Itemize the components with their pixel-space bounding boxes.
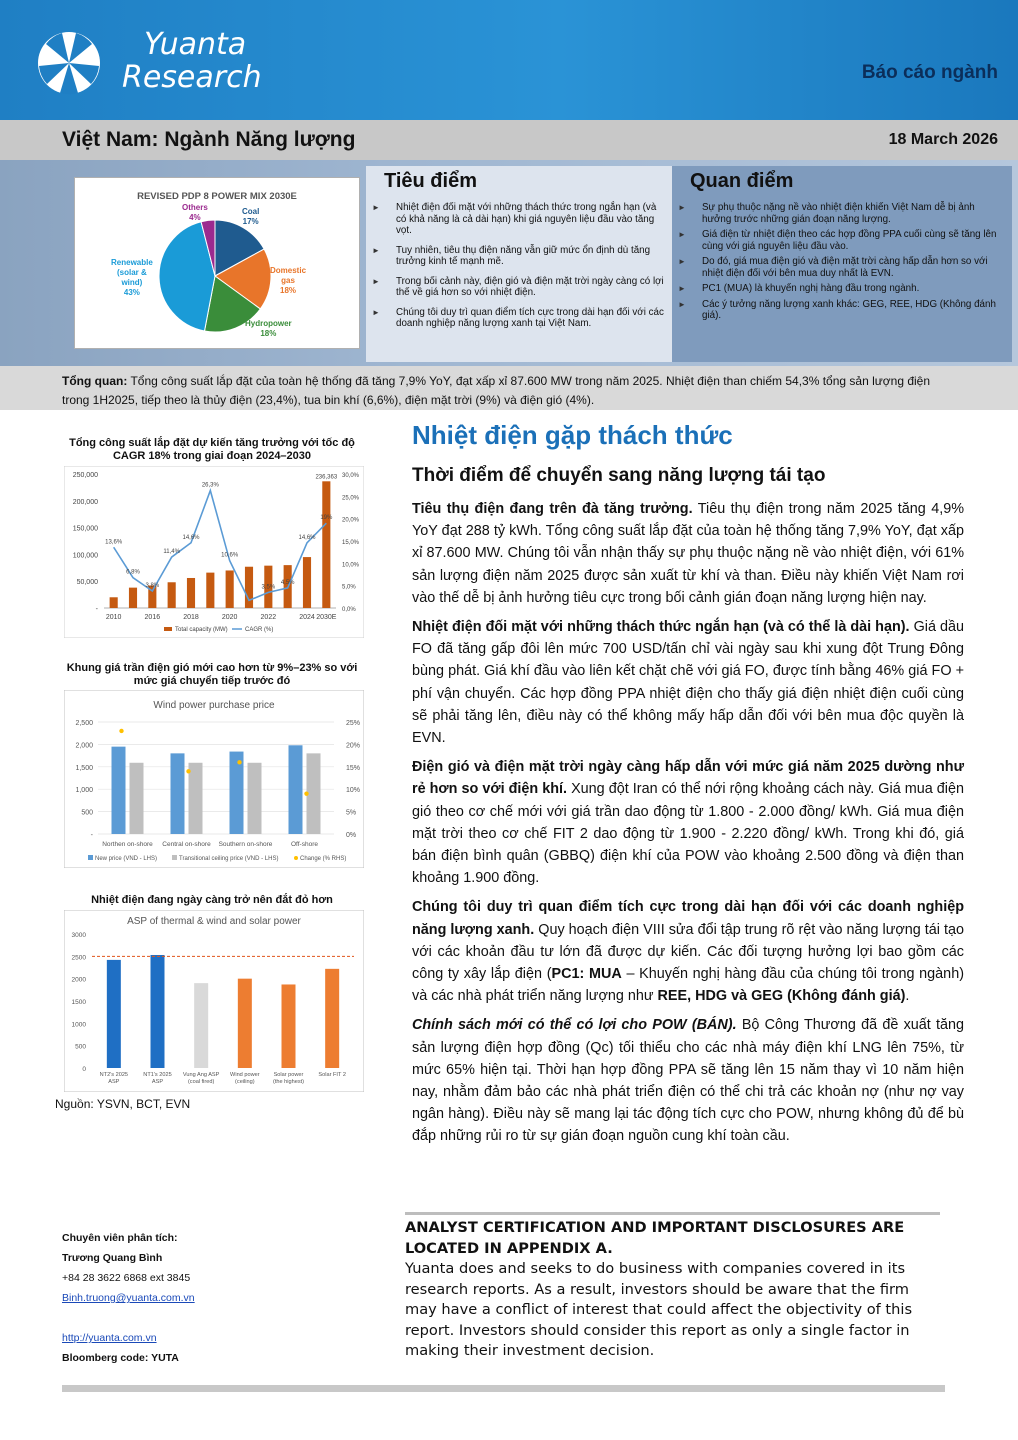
- asp-bar: [282, 984, 296, 1068]
- focus-item: ► Trong bối cảnh này, điện gió và điện mặt trời ngày càng có lợi thế về giá hơn so với nhiệt điện.: [372, 276, 666, 299]
- paragraph-3-text: Xung đột Iran có thể nới rộng khoảng cách này. Giá mua điện gió theo cơ chế mới với giá trần dao động từ 1.800 - 2.000 đồng/ kWh. Giá mua điện mặt trời theo cơ chế FIT 2 dao động từ 1.900 - 2.220 đồng/ kWh. Trong khi đó, giá bán điện bình quân (GBBQ) điện khí của POW vào khoảng 2.500 đồng và điện than khoảng 1.900 đồng.: [412, 781, 964, 887]
- paragraph-4-pc1: PC1: MUA: [551, 966, 622, 983]
- legend-label-cagr: CAGR (%): [245, 627, 274, 633]
- footer-divider: [62, 1385, 945, 1392]
- pie-label-renewable-name-3: wind): [121, 278, 143, 287]
- new-price-bar: [171, 753, 185, 834]
- overview-summary: [0, 366, 1018, 410]
- paragraph-4-end: .: [905, 988, 910, 1005]
- pie-label-hydro-pct: 18%: [260, 329, 277, 338]
- x-tick-label: NT1's 2025: [143, 1072, 172, 1078]
- y-tick-label: 0: [82, 1066, 86, 1073]
- legend-swatch-transitional: [172, 855, 177, 860]
- overview-text: Tổng công suất lắp đặt của toàn hệ thống đã tăng 7,9% YoY, đạt xấp xỉ 87.600 MW trong năm 2025. Nhiệt điện than chiếm 54,3% tổng sản lượng điện trong 1H2025, tiếp theo là thủy điện (23,4%), tua bin khí (6,6%), điện mặt trời (9%) và điện gió (4%).: [62, 374, 931, 407]
- yuanta-logo-icon: [36, 30, 102, 96]
- paragraph-5-lead: Chính sách mới có thể có lợi cho POW (BÁN).: [412, 1017, 737, 1034]
- pie-label-renewable-name-2: (solar &: [117, 268, 147, 277]
- cagr-point-label: 13,6%: [105, 539, 123, 546]
- y2-tick-label: 5,0%: [342, 584, 356, 591]
- y-tick-label: 1000: [71, 1021, 86, 1029]
- y2-tick-label: 20%: [346, 742, 361, 750]
- legend-swatch-capacity: [164, 627, 172, 631]
- pie-label-hydro-name: Hydropower: [245, 319, 292, 328]
- pie-label-others-name: Others: [182, 203, 208, 212]
- y-tick-label: -: [90, 832, 93, 839]
- disclosure-divider: [405, 1212, 940, 1215]
- disclosure-body: Yuanta does and seeks to do business with companies covered in its research reports. As a result, investors should be aware that the firm may have a conflict of interest that could affect the objectivity of this report. Investors should consider this report as only a single factor in making their investment decision.: [405, 1260, 913, 1359]
- capacity-bar: [245, 567, 253, 608]
- analyst-contact: [62, 1228, 195, 1368]
- y-tick-label: 1,000: [75, 787, 93, 795]
- x-tick-label: 2024: [299, 614, 315, 621]
- legend-label-transitional: Transitional ceiling price (VND - LHS): [179, 856, 279, 862]
- y2-tick-label: 10%: [346, 787, 361, 795]
- y2-tick-label: 10,0%: [342, 562, 360, 569]
- legend-label-change: Change (% RHS): [300, 856, 347, 862]
- pie-label-gas-name-2: gas: [281, 276, 295, 285]
- x-tick-label: 2010: [105, 614, 122, 621]
- pie-label-renewable-pct: 43%: [123, 288, 140, 297]
- x-tick-label-line2: ASP: [108, 1079, 120, 1085]
- cagr-point-label: 11,4%: [163, 549, 180, 556]
- asp-bar: [238, 979, 252, 1068]
- x-tick-label: Southern on-shore: [218, 841, 273, 848]
- x-tick-label: 2016: [144, 614, 161, 621]
- article-headline: Nhiệt điện gặp thách thức: [412, 420, 733, 450]
- focus-item: ► Nhiệt điện đối mặt với những thách thức trong ngắn hạn (và có khả năng là cả dài hạn) khi giá nguyên liệu đầu vào tăng vọt.: [372, 202, 666, 237]
- transitional-price-bar: [248, 763, 262, 834]
- y2-tick-label: 15%: [346, 764, 361, 772]
- report-title: Việt Nam: Ngành Năng lượng: [62, 128, 356, 151]
- asp-bar: [194, 983, 208, 1068]
- y-tick-label: 2,500: [75, 720, 93, 727]
- view-item: ► Giá điện từ nhiệt điện theo các hợp đồng PPA cuối cùng sẽ tăng lên cùng với giá nguyên liệu đầu vào.: [678, 229, 1004, 252]
- cagr-point-label: 3,5%: [261, 584, 276, 591]
- x-tick-label: Vung Ang ASP: [182, 1072, 220, 1078]
- pie-label-gas-name-1: Domestic: [270, 266, 307, 275]
- y2-tick-label: 0%: [346, 832, 357, 839]
- disclosure-heading-2: LOCATED IN APPENDIX A.: [405, 1239, 613, 1257]
- capacity-bar: [303, 557, 311, 608]
- y-tick-label: 250,000: [72, 472, 98, 479]
- focus-list: [372, 202, 666, 338]
- y-tick-label: 200,000: [72, 498, 98, 506]
- x-tick-label: Solar power: [273, 1072, 304, 1078]
- asp-bar: [151, 955, 165, 1068]
- analyst-email-link[interactable]: Binh.truong@yuanta.com.vn: [62, 1292, 195, 1304]
- change-marker: [119, 729, 123, 733]
- paragraph-4-tickers: REE, HDG và GEG (Không đánh giá): [657, 988, 906, 1005]
- y-tick-label: 100,000: [72, 552, 98, 560]
- x-tick-label: 2020: [221, 614, 238, 621]
- capacity-bar: [168, 582, 176, 608]
- pie-label-coal-pct: 17%: [242, 217, 259, 226]
- capacity-bar: [226, 570, 234, 608]
- y-tick-label: 2,000: [75, 742, 93, 750]
- y2-tick-label: 20,0%: [342, 517, 360, 524]
- paragraph-1-lead: Tiêu thụ điện đang trên đà tăng trưởng.: [412, 501, 693, 517]
- y2-tick-label: 5%: [346, 809, 357, 817]
- chart2-caption: Khung giá trần điện gió mới cao hơn từ 9%–23% so với mức giá chuyển tiếp trước đó: [66, 662, 358, 687]
- paragraph-5: [412, 1014, 964, 1147]
- title-bar: [0, 120, 1018, 160]
- brand-line-1: Yuanta: [144, 27, 247, 62]
- paragraph-2-text: Giá dầu FO đã tăng gấp đôi lên mức 700 USD/tấn chỉ vài ngày sau khi xung đột Trung Đông bùng phát. Giá khí đầu vào liên kết chặt chẽ với giá FO, được tính bằng 46% giá FO + phí vận chuyển. Các hợp đồng PPA nhiệt điện cho thấy giá điện nhiệt điện cuối cùng sẽ phải tăng lên, điều này có thể không mấy hấp dẫn đối với bên mua độc quyền là EVN.: [412, 619, 964, 747]
- focus-heading: Tiêu điểm: [384, 170, 477, 192]
- pie-label-coal-name: Coal: [242, 207, 260, 216]
- y2-tick-label: 25%: [346, 720, 361, 727]
- paragraph-4-lead: Chúng tôi duy trì quan điểm tích cực trong dài hạn đối với các doanh nghiệp năng lượng xanh.: [412, 899, 964, 938]
- brand-line-2: Research: [122, 60, 262, 95]
- article-subheadline: Thời điểm để chuyển sang năng lượng tái tạo: [412, 465, 826, 486]
- disclosure-block: [405, 1218, 945, 1362]
- cagr-point-label: 4,5%: [280, 579, 295, 586]
- cagr-point-label: 10,6%: [221, 552, 239, 559]
- paragraph-1-text: Tiêu thụ điện trong năm 2025 tăng 4,9% YoY đạt 288 tỷ kWh. Tổng công suất lắp đặt của toàn hệ thống tăng 7,9% YoY, đạt xấp xỉ 87.600 MW. Chúng tôi vẫn nhận thấy sự phụ thuộc nặng nề vào nhiệt điện, với 61% sản lượng điện năm 2025 được sản xuất từ khí và than. Điều này khiến Việt Nam rơi vào thế dễ bị ảnh hưởng tiêu cực trong bối cảnh gián đoạn năng lượng hiện nay.: [412, 501, 965, 606]
- capacity-bar: [206, 573, 214, 608]
- focus-panel: [366, 166, 672, 362]
- cagr-point-label: 6,8%: [126, 569, 140, 576]
- view-item: ► Các ý tưởng năng lượng xanh khác: GEG, REE, HDG (Không đánh giá).: [678, 299, 1004, 322]
- analyst-name: Trương Quang Bình: [62, 1252, 163, 1264]
- y-tick-label: 2000: [71, 976, 86, 984]
- chart-title: ASP of thermal & wind and solar power: [127, 916, 301, 927]
- chart1-caption: Tổng công suất lắp đặt dự kiến tăng trưởng với tốc độ CAGR 18% trong giai đoạn 2024–2030: [69, 437, 355, 462]
- transitional-price-bar: [189, 763, 203, 834]
- disclosure-heading-1: ANALYST CERTIFICATION AND IMPORTANT DISCLOSURES ARE: [405, 1219, 905, 1236]
- paragraph-2-lead: Nhiệt điện đối mặt với những thách thức ngắn hạn (và có thể là dài hạn).: [412, 619, 910, 636]
- x-tick-label: Solar FIT 2: [318, 1072, 346, 1078]
- capacity-chart: [64, 466, 364, 638]
- report-header: [0, 0, 1018, 120]
- website-link[interactable]: http://yuanta.com.vn: [62, 1332, 157, 1344]
- pie-label-coal: [242, 207, 259, 227]
- power-mix-pie-chart: [74, 177, 360, 349]
- x-tick-label: Off-shore: [291, 841, 318, 848]
- view-panel: [672, 166, 1012, 362]
- x-tick-label: 2030E: [316, 614, 337, 621]
- analyst-label: Chuyên viên phân tích:: [62, 1232, 178, 1244]
- focus-item: ► Chúng tôi duy trì quan điểm tích cực trong dài hạn đối với các doanh nghiệp năng lượng xanh tại Việt Nam.: [372, 307, 666, 330]
- y-tick-label: 500: [81, 809, 93, 817]
- y2-tick-label: 30,0%: [342, 473, 360, 479]
- x-tick-label: NT2's 2025: [99, 1072, 129, 1078]
- change-marker: [237, 760, 241, 764]
- chart-title: Wind power purchase price: [153, 700, 275, 711]
- x-tick-label-line2: (the highest): [272, 1079, 305, 1085]
- x-tick-label: 2018: [183, 614, 199, 621]
- pie-label-others-pct: 4%: [189, 213, 201, 222]
- legend-label-new: New price (VND - LHS): [95, 856, 158, 862]
- analyst-phone: +84 28 3622 6868 ext 3845: [62, 1272, 191, 1284]
- view-item: ► Sự phụ thuộc nặng nề vào nhiệt điện khiến Việt Nam dễ bị ảnh hưởng trước những gián đoạn năng lượng.: [678, 202, 1004, 225]
- y-tick-label: 1,500: [75, 764, 93, 772]
- paragraph-4-text-a: Quy hoạch điện VIII sửa đổi tập trung rõ rệt vào năng lượng tái tạo với các khoản đầu tư lớn đã được dự kiến. Các đối tượng hưởng lợi bao gồm các công ty xây lắp điện (: [412, 921, 965, 983]
- x-tick-label: 2022: [260, 614, 277, 621]
- wind-price-chart: [64, 690, 364, 868]
- pie-label-gas: [270, 266, 306, 296]
- top-value-label: 236,363: [315, 474, 338, 481]
- view-item: ► PC1 (MUA) là khuyến nghị hàng đầu trong ngành.: [678, 283, 1004, 295]
- change-marker: [304, 791, 308, 795]
- pie-label-renewable: [111, 258, 153, 298]
- y-tick-label: 50,000: [76, 579, 98, 587]
- y-tick-label: -: [95, 606, 98, 613]
- y-tick-label: 150,000: [72, 525, 98, 533]
- cagr-point-label: 14,6%: [298, 534, 316, 541]
- x-tick-label-line2: (ceiling): [235, 1079, 255, 1085]
- report-type: Báo cáo ngành: [861, 62, 998, 83]
- paragraph-2: [412, 616, 964, 749]
- legend-label-capacity: Total capacity (MW): [175, 627, 228, 633]
- cagr-point-label: 19%: [320, 515, 333, 522]
- capacity-bar: [187, 578, 195, 608]
- pie-label-gas-pct: 18%: [280, 286, 297, 295]
- paragraph-4: [412, 896, 964, 1007]
- overview-label: Tổng quan:: [62, 374, 128, 388]
- y-tick-label: 1500: [71, 999, 86, 1006]
- article-body: [412, 498, 964, 1155]
- cagr-point-label: 14,6%: [182, 534, 200, 541]
- chart-frame: [64, 466, 364, 638]
- x-tick-label-line2: ASP: [151, 1079, 164, 1085]
- transitional-price-bar: [130, 763, 144, 834]
- view-list: [678, 202, 1004, 326]
- x-tick-label-line2: (coal fired): [187, 1079, 215, 1085]
- asp-bar: [325, 969, 339, 1068]
- capacity-bar: [322, 481, 330, 608]
- x-tick-label: Northen on-shore: [102, 841, 153, 848]
- focus-item: ► Tuy nhiên, tiêu thụ điện năng vẫn giữ mức ổn định dù tăng trưởng kinh tế mạnh mẽ.: [372, 245, 666, 268]
- pie-title: REVISED PDP 8 POWER MIX 2030E: [137, 191, 297, 202]
- x-tick-label: Wind power: [230, 1072, 260, 1078]
- y2-tick-label: 15,0%: [342, 540, 360, 546]
- paragraph-3: [412, 756, 964, 889]
- view-item: ► Do đó, giá mua điện gió và điện mặt trời càng hấp dẫn hơn so với nhiệt điện đối với bên mua duy nhất là EVN.: [678, 256, 1004, 279]
- new-price-bar: [230, 752, 244, 834]
- view-heading: Quan điểm: [690, 170, 794, 192]
- y2-tick-label: 0,0%: [342, 607, 356, 613]
- change-marker: [186, 769, 190, 773]
- paragraph-3-lead: Điện gió và điện mặt trời ngày càng hấp dẫn với mức giá năm 2025 dường như rẻ hơn so với điện khí.: [412, 759, 964, 798]
- y-tick-label: 3000: [71, 932, 86, 939]
- cagr-point-label: 26,3%: [201, 482, 219, 489]
- source-note: Nguồn: YSVN, BCT, EVN: [55, 1097, 191, 1111]
- bloomberg-code: Bloomberg code: YUTA: [62, 1352, 179, 1364]
- chart3-caption: Nhiệt điện đang ngày càng trở nên đắt đỏ hơn: [91, 894, 333, 906]
- legend-swatch-change: [294, 856, 298, 860]
- cagr-point-label: 3,8%: [145, 583, 160, 590]
- pie-label-hydro: [245, 319, 292, 339]
- y2-tick-label: 25,0%: [342, 495, 360, 502]
- paragraph-5-text: Bộ Công Thương đã đề xuất tăng sản lượng điện hợp đồng (Qc) tối thiểu cho các nhà máy điện khí LNG lên 75%, từ mức 65% hiện tại. Thời hạn hợp đồng PPA sẽ tăng lên 15 năm thay vì 10 năm hiện nay, nhằm đảm bảo các nhà phát triển điện có thể chi trả các khoản nợ (như nợ vay ngân hàng). Điều này sẽ mang lại tác động tích cực cho POW, nhưng không đủ để bù đắp những rủi ro từ sự gián đoạn nguồn cung khí toàn cầu.: [412, 1017, 964, 1145]
- legend-swatch-new: [88, 855, 93, 860]
- new-price-bar: [289, 745, 303, 834]
- pie-label-others: [182, 203, 208, 223]
- pie-label-renewable-name-1: Renewable: [111, 258, 153, 267]
- capacity-bar: [129, 588, 137, 608]
- y-tick-label: 500: [75, 1043, 86, 1051]
- x-tick-label: Central on-shore: [162, 841, 211, 848]
- y-tick-label: 2500: [71, 954, 86, 962]
- brand-wordmark: [122, 28, 262, 94]
- asp-bar: [107, 960, 121, 1068]
- paragraph-1: [412, 498, 964, 609]
- new-price-bar: [112, 747, 126, 834]
- capacity-bar: [110, 597, 118, 608]
- paragraph-4-text-c: – Khuyến nghị hàng đầu của chúng tôi trong ngành) và các nhà phát triển năng lượng như: [412, 966, 964, 1005]
- asp-chart: [64, 910, 364, 1092]
- report-date: 18 March 2026: [888, 131, 998, 148]
